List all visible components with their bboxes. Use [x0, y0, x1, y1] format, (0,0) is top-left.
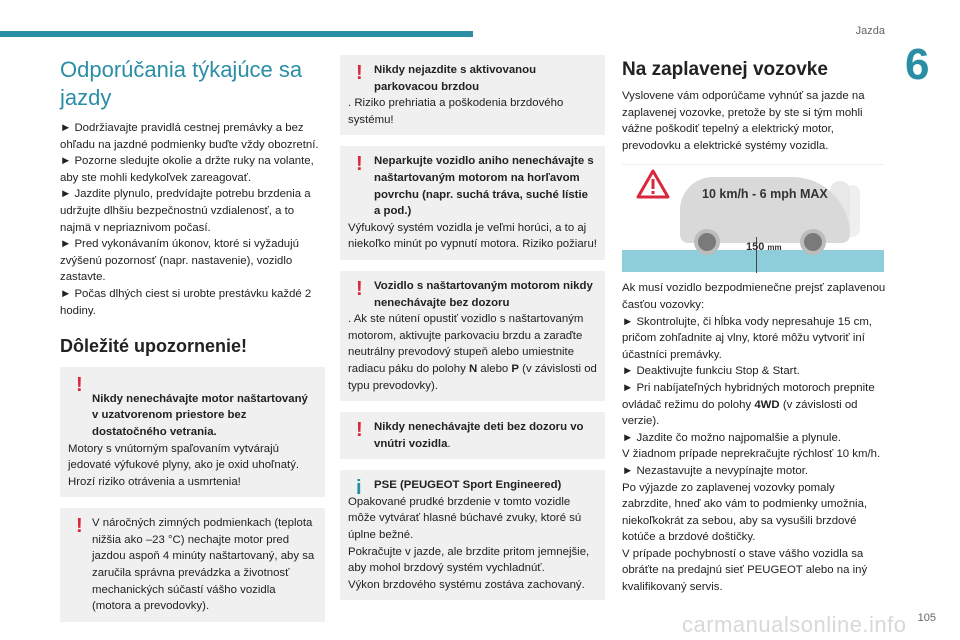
watermark: carmanualsonline.info: [682, 612, 907, 637]
warning-notice: [340, 55, 605, 135]
info-notice: [340, 470, 605, 600]
warning-lead: Nikdy nenechávajte deti bez dozoru vo vnútri vozidla: [374, 421, 584, 450]
column-flooded-road: [622, 58, 887, 596]
warning-lead: Nikdy nejazdite s aktivovanou parkovacou brzdou: [374, 64, 537, 93]
info-icon: i: [356, 477, 362, 500]
depth-label: 150 mm: [746, 241, 782, 254]
warning-body: .: [447, 437, 451, 450]
flooded-road-illustration: [622, 164, 884, 272]
warning-body: Výfukový systém vozidla je veľmi horúci, a to aj niekoľko minút po vypnutí motora. Riziko požiaru!: [348, 221, 597, 251]
chapter-number: 6: [905, 40, 930, 89]
warning-exclamation-icon: !: [356, 153, 363, 176]
warning-lead: Vozidlo s naštartovaným motorom nikdy nenechávajte bez dozoru: [374, 279, 593, 309]
warning-notice: [60, 367, 325, 497]
speed-limit-label: 10 km/h - 6 mph MAX: [702, 187, 828, 202]
warning-body: V náročných zimných podmienkach (teplota nižšia ako –23 °C) nechajte motor pred jazdou aspoň 4 minúty naštartovaný, aby sa zaručila správna prevádzka a životnosť mechanických súčastí vášho vozidla (motora a prevodovky).: [92, 517, 315, 613]
warning-notice: [340, 146, 605, 260]
warning-notice: [340, 271, 605, 401]
warning-notice: [340, 412, 605, 459]
list-item: ► Dodržiavajte pravidlá cestnej premávky a bez ohľadu na jazdné podmienky buďte vždy obozretní.: [60, 122, 319, 151]
column-warnings: [340, 55, 605, 611]
section-title-important-warning: Dôležité upozornenie!: [60, 336, 248, 357]
list-item: ► Pred vykonávaním úkonov, ktoré si vyžadujú zvýšenú pozornosť (napr. nastavenie), vozidlo zastavte.: [60, 238, 299, 284]
warning-body: . Ak ste nútení opustiť vozidlo s naštartovaným motorom, aktivujte parkovaciu brzdu a zaraďte neutrálny prevodový stupeň alebo umiestnite radiacu páku do polohy N alebo P (v závislosti od typu prevodovky).: [348, 313, 597, 392]
flooded-intro: Vyslovene vám odporúčame vyhnúť sa jazde na zaplavenej vozovke, pretože by ste si tým mohli vážne poškodiť tepelný a elektrický motor, prevodovku a elektrické systémy vozidla.: [622, 90, 865, 152]
info-lead: PSE (PEUGEOT Sport Engineered): [374, 479, 562, 492]
column-driving-recommendations: [60, 52, 325, 633]
list-item: ► Pozorne sledujte okolie a držte ruky na volante, aby ste mohli kedykoľvek zareagovať.: [60, 155, 314, 184]
info-body: Opakované prudké brzdenie v tomto vozidle môže vytvárať hlasné búchavé zvuky, ktoré sú úplne bežné. Pokračujte v jazde, ale brzdite pritom jemnejšie, aby mohol brzdový systém vychladnúť. Výkon brzdového systému zostáva zachovaný.: [348, 495, 590, 591]
list-item: ► Počas dlhých ciest si urobte prestávku každé 2 hodiny.: [60, 287, 312, 317]
warning-lead: Nikdy nenechávajte motor naštartovaný v uzatvorenom priestore bez dostatočného vetrania.: [92, 392, 308, 438]
chapter-title: Jazda: [855, 25, 885, 37]
warning-notice: [60, 508, 325, 622]
warning-lead: Neparkujte vozidlo aniho nenechávajte s naštartovaným motorom na horľavom povrchu (napr. suchá tráva, suché lístie a pod.): [374, 155, 594, 218]
section-title-recommendations: Odporúčania týkajúce sa jazdy: [60, 57, 303, 110]
warning-exclamation-icon: !: [76, 374, 83, 397]
warning-exclamation-icon: !: [356, 277, 363, 300]
water-surface: [622, 250, 884, 272]
page-number: 105: [917, 612, 936, 624]
warning-body: . Riziko prehriatia a poškodenia brzdového systému!: [348, 97, 564, 126]
recommendation-list: [60, 120, 325, 319]
flooded-instructions: Ak musí vozidlo bezpodmienečne prejsť zaplavenou časťou vozovky: ► Skontrolujte, či hĺbka vody nepresahuje 15 cm, pričom zohľadnite aj vlny, ktoré môžu vytvoriť iní účastníci premávky. ► Deaktivujte funkciu Stop & Start. ► Pri nabíjateľných hybridných motoroch prepnite ovládač režimu do polohy 4WD (v závislosti od verzie). ► Jazdite čo možno najpomalšie a plynule. V žiadnom prípade neprekračujte rýchlosť 10 km/h. ► Nezastavujte a nevypínajte motor. Po výjazde zo zaplavenej vozovky pomaly zabrzdite, hneď ako vám to podmienky umožnia, niekoľkokrát za sebou, aby sa vysušili brzdové kotúče a brzdové doštičky. V prípade pochybností o stave vášho vozidla sa obráťte na predajnú sieť PEUGEOT alebo na iný kvalifikovaný servis.: [622, 282, 886, 594]
list-item: ► Jazdite plynulo, predvídajte potrebu brzdenia a udržujte dlhšiu bezpečnostnú vzdialenosť, a to najmä v nepriaznivom počasí.: [60, 188, 311, 234]
warning-exclamation-icon: !: [76, 515, 83, 538]
warning-triangle-icon: [636, 169, 670, 199]
warning-exclamation-icon: !: [356, 419, 363, 442]
header-accent-bar: [0, 31, 473, 37]
section-title-flooded-road: Na zaplavenej vozovke: [622, 59, 828, 80]
warning-body: Motory s vnútorným spaľovaním vytvárajú jedovaté výfukové plyny, ako je oxid uhoľnatý. Hrozí riziko otrávenia a usmrtenia!: [68, 442, 300, 488]
warning-exclamation-icon: !: [356, 62, 363, 84]
